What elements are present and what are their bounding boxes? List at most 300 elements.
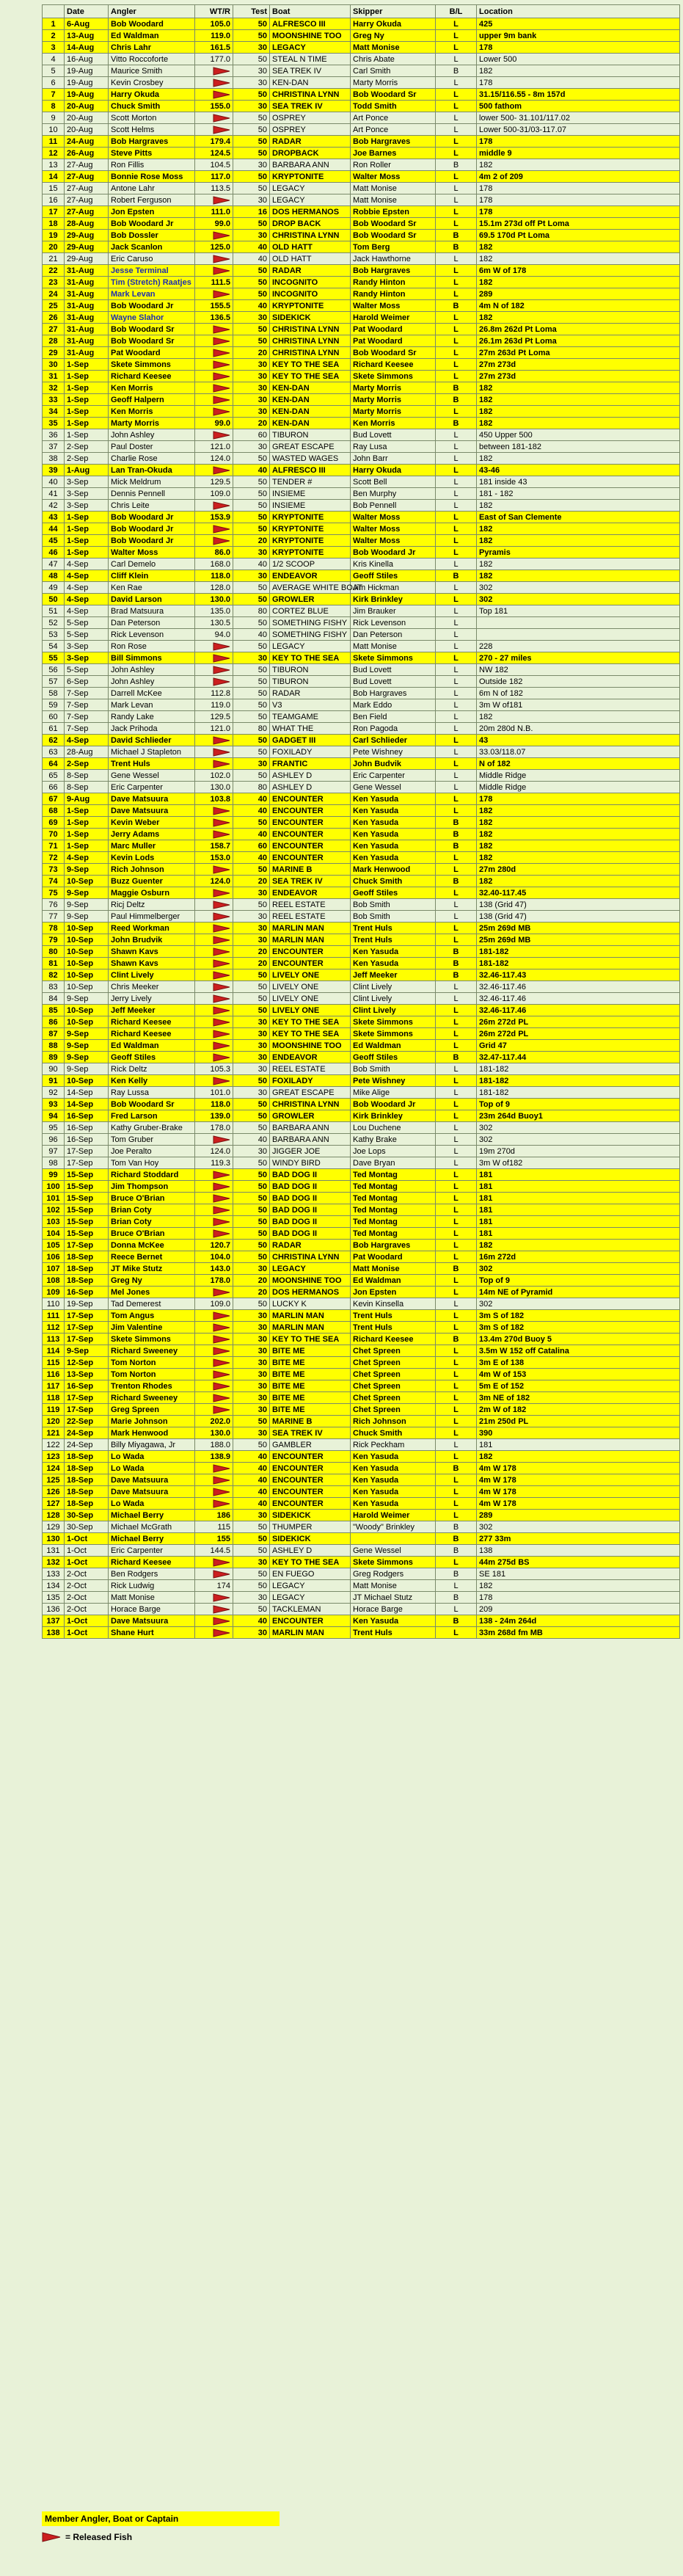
cell-date: 20-Aug bbox=[65, 124, 109, 136]
cell-test: 30 bbox=[233, 1404, 270, 1416]
table-row bbox=[43, 1416, 680, 1427]
table-row bbox=[43, 1028, 680, 1040]
cell-date: 9-Sep bbox=[65, 1040, 109, 1052]
flag-icon bbox=[213, 1570, 230, 1579]
cell-test: 30 bbox=[233, 312, 270, 324]
cell-test: 50 bbox=[233, 488, 270, 500]
cell-test: 50 bbox=[233, 1110, 270, 1122]
cell-skipper: Mark Eddo bbox=[351, 699, 436, 711]
cell-location: 182 bbox=[477, 570, 680, 582]
cell-date: 1-Oct bbox=[65, 1627, 109, 1639]
cell-boat: ENCOUNTER bbox=[270, 817, 351, 829]
cell-no: 102 bbox=[43, 1204, 65, 1216]
table-row bbox=[43, 676, 680, 688]
cell-angler: Bonnie Rose Moss bbox=[109, 171, 195, 183]
cell-weight: 101.0 bbox=[195, 1087, 233, 1099]
cell-bl: L bbox=[436, 324, 477, 335]
cell-location: 182 bbox=[477, 406, 680, 418]
cell-boat: MOONSHINE TOO bbox=[270, 30, 351, 42]
cell-angler: Tom Norton bbox=[109, 1369, 195, 1380]
cell-no: 95 bbox=[43, 1122, 65, 1134]
cell-location: 182 bbox=[477, 876, 680, 887]
cell-skipper: Ken Yasuda bbox=[351, 840, 436, 852]
released-flag-cell bbox=[195, 1228, 233, 1240]
flag-icon bbox=[213, 114, 230, 123]
released-flag-cell bbox=[195, 1357, 233, 1369]
cell-angler: Chris Leite bbox=[109, 500, 195, 512]
cell-boat: KEN-DAN bbox=[270, 418, 351, 429]
table-row bbox=[43, 735, 680, 746]
cell-date: 4-Sep bbox=[65, 559, 109, 570]
catch-table-sheet bbox=[42, 4, 683, 1639]
cell-location: 181 bbox=[477, 1169, 680, 1181]
cell-date: 1-Sep bbox=[65, 547, 109, 559]
cell-angler: Harry Okuda bbox=[109, 89, 195, 101]
cell-angler: Mark Levan bbox=[109, 699, 195, 711]
cell-boat: RADAR bbox=[270, 688, 351, 699]
cell-location: 26.8m 262d Pt Loma bbox=[477, 324, 680, 335]
cell-bl: L bbox=[436, 124, 477, 136]
cell-bl: L bbox=[436, 923, 477, 934]
flag-icon bbox=[213, 865, 230, 874]
table-row bbox=[43, 441, 680, 453]
cell-skipper: Marty Morris bbox=[351, 406, 436, 418]
cell-boat: CHRISTINA LYNN bbox=[270, 335, 351, 347]
cell-skipper: Ron Pagoda bbox=[351, 723, 436, 735]
cell-skipper: Carl Smith bbox=[351, 65, 436, 77]
cell-date: 10-Sep bbox=[65, 969, 109, 981]
cell-no: 92 bbox=[43, 1087, 65, 1099]
cell-boat: THUMPER bbox=[270, 1521, 351, 1533]
cell-angler: Jesse Terminal bbox=[109, 265, 195, 277]
cell-bl: L bbox=[436, 723, 477, 735]
cell-no: 119 bbox=[43, 1404, 65, 1416]
cell-skipper: Chet Spreen bbox=[351, 1357, 436, 1369]
cell-angler: Geoff Halpern bbox=[109, 394, 195, 406]
cell-test: 40 bbox=[233, 629, 270, 641]
table-row bbox=[43, 1380, 680, 1392]
cell-test: 30 bbox=[233, 1063, 270, 1075]
cell-no: 129 bbox=[43, 1521, 65, 1533]
cell-boat: ENCOUNTER bbox=[270, 1463, 351, 1474]
flag-icon bbox=[213, 748, 230, 757]
cell-bl: L bbox=[436, 1392, 477, 1404]
table-row bbox=[43, 1157, 680, 1169]
table-row bbox=[43, 1240, 680, 1251]
col-header-boat: Boat bbox=[270, 5, 351, 18]
cell-location: 181 bbox=[477, 1193, 680, 1204]
table-row bbox=[43, 570, 680, 582]
cell-boat: KEN-DAN bbox=[270, 406, 351, 418]
cell-skipper: Ken Yasuda bbox=[351, 1451, 436, 1463]
flag-icon bbox=[213, 1206, 230, 1215]
cell-date: 1-Sep bbox=[65, 418, 109, 429]
cell-bl: L bbox=[436, 899, 477, 911]
cell-angler: Reed Workman bbox=[109, 923, 195, 934]
cell-test: 30 bbox=[233, 1510, 270, 1521]
cell-test: 50 bbox=[233, 1604, 270, 1615]
cell-boat: GAMBLER bbox=[270, 1439, 351, 1451]
cell-no: 41 bbox=[43, 488, 65, 500]
cell-no: 130 bbox=[43, 1533, 65, 1545]
cell-skipper: Gene Wessel bbox=[351, 1545, 436, 1557]
cell-angler: Bob Woodard Sr bbox=[109, 335, 195, 347]
cell-angler: Greg Spreen bbox=[109, 1404, 195, 1416]
cell-no: 99 bbox=[43, 1169, 65, 1181]
cell-test: 30 bbox=[233, 441, 270, 453]
cell-boat: BITE ME bbox=[270, 1369, 351, 1380]
released-flag-cell bbox=[195, 394, 233, 406]
flag-icon bbox=[213, 947, 230, 956]
cell-boat: BAD DOG II bbox=[270, 1204, 351, 1216]
released-flag-cell bbox=[195, 1369, 233, 1380]
cell-bl: B bbox=[436, 1052, 477, 1063]
released-flag-cell bbox=[195, 1627, 233, 1639]
cell-angler: Bill Simmons bbox=[109, 652, 195, 664]
cell-date: 13-Sep bbox=[65, 1369, 109, 1380]
col-header-date: Date bbox=[65, 5, 109, 18]
cell-location: 182 bbox=[477, 535, 680, 547]
cell-weight: 135.0 bbox=[195, 605, 233, 617]
cell-boat: OLD HATT bbox=[270, 253, 351, 265]
cell-date: 6-Sep bbox=[65, 676, 109, 688]
table-row bbox=[43, 42, 680, 54]
cell-location: 4m N of 182 bbox=[477, 300, 680, 312]
cell-skipper: Todd Smith bbox=[351, 101, 436, 112]
cell-no: 45 bbox=[43, 535, 65, 547]
cell-no: 59 bbox=[43, 699, 65, 711]
cell-date: 15-Sep bbox=[65, 1204, 109, 1216]
table-row bbox=[43, 652, 680, 664]
cell-skipper: Bob Smith bbox=[351, 911, 436, 923]
cell-test: 20 bbox=[233, 535, 270, 547]
flag-icon bbox=[213, 1006, 230, 1015]
cell-boat: BITE ME bbox=[270, 1345, 351, 1357]
cell-no: 49 bbox=[43, 582, 65, 594]
cell-location: 181-182 bbox=[477, 1063, 680, 1075]
cell-boat: ENCOUNTER bbox=[270, 1486, 351, 1498]
table-row bbox=[43, 699, 680, 711]
cell-skipper: Ken Morris bbox=[351, 418, 436, 429]
table-row bbox=[43, 324, 680, 335]
table-row bbox=[43, 418, 680, 429]
cell-bl: B bbox=[436, 570, 477, 582]
cell-date: 2-Sep bbox=[65, 758, 109, 770]
cell-date: 16-Sep bbox=[65, 1380, 109, 1392]
cell-angler: Bob Dossler bbox=[109, 230, 195, 241]
cell-test: 50 bbox=[233, 1568, 270, 1580]
cell-no: 70 bbox=[43, 829, 65, 840]
cell-no: 77 bbox=[43, 911, 65, 923]
cell-test: 50 bbox=[233, 582, 270, 594]
cell-skipper: Ron Roller bbox=[351, 159, 436, 171]
cell-angler: Fred Larson bbox=[109, 1110, 195, 1122]
cell-location: 390 bbox=[477, 1427, 680, 1439]
released-flag-cell bbox=[195, 817, 233, 829]
cell-angler: Ricj Deltz bbox=[109, 899, 195, 911]
cell-bl: L bbox=[436, 1204, 477, 1216]
released-flag-cell bbox=[195, 89, 233, 101]
cell-location: 178 bbox=[477, 136, 680, 148]
cell-angler: Ken Kelly bbox=[109, 1075, 195, 1087]
cell-bl: B bbox=[436, 65, 477, 77]
cell-location: 182 bbox=[477, 1580, 680, 1592]
released-flag-cell bbox=[195, 958, 233, 969]
table-row bbox=[43, 136, 680, 148]
cell-angler: Horace Barge bbox=[109, 1604, 195, 1615]
cell-no: 98 bbox=[43, 1157, 65, 1169]
cell-skipper: Walter Moss bbox=[351, 512, 436, 523]
cell-boat: GADGET III bbox=[270, 735, 351, 746]
flag-icon bbox=[213, 1488, 230, 1496]
cell-boat: DOS HERMANOS bbox=[270, 206, 351, 218]
cell-boat: KEY TO THE SEA bbox=[270, 1334, 351, 1345]
cell-location: 181-182 bbox=[477, 958, 680, 969]
cell-location: 138 (Grid 47) bbox=[477, 911, 680, 923]
cell-location: between 181-182 bbox=[477, 441, 680, 453]
cell-test: 80 bbox=[233, 723, 270, 735]
cell-date: 1-Oct bbox=[65, 1557, 109, 1568]
table-row bbox=[43, 1134, 680, 1146]
cell-no: 117 bbox=[43, 1380, 65, 1392]
flag-icon bbox=[213, 1311, 230, 1320]
cell-test: 50 bbox=[233, 993, 270, 1005]
cell-location: 43 bbox=[477, 735, 680, 746]
cell-location: 138 bbox=[477, 1545, 680, 1557]
cell-location: 3.5m W 152 off Catalina bbox=[477, 1345, 680, 1357]
cell-boat: TENDER # bbox=[270, 476, 351, 488]
cell-location: 27m 273d bbox=[477, 371, 680, 382]
cell-angler: Billy Miyagawa, Jr bbox=[109, 1439, 195, 1451]
cell-boat: ENCOUNTER bbox=[270, 829, 351, 840]
flag-icon bbox=[213, 325, 230, 334]
released-flag-cell bbox=[195, 993, 233, 1005]
cell-skipper: Art Ponce bbox=[351, 112, 436, 124]
cell-test: 30 bbox=[233, 1016, 270, 1028]
table-row bbox=[43, 934, 680, 946]
cell-angler: Bob Woodard Jr bbox=[109, 535, 195, 547]
cell-boat: SOMETHING FISHY bbox=[270, 629, 351, 641]
cell-boat: LEGACY bbox=[270, 1592, 351, 1604]
cell-bl: L bbox=[436, 1322, 477, 1334]
cell-no: 93 bbox=[43, 1099, 65, 1110]
cell-date: 27-Aug bbox=[65, 206, 109, 218]
cell-skipper: Walter Moss bbox=[351, 535, 436, 547]
flag-icon bbox=[213, 431, 230, 440]
cell-location: lower 500- 31.101/117.02 bbox=[477, 112, 680, 124]
cell-boat: MOONSHINE TOO bbox=[270, 1040, 351, 1052]
cell-boat: DROPBACK bbox=[270, 148, 351, 159]
cell-date: 1-Sep bbox=[65, 429, 109, 441]
cell-test: 30 bbox=[233, 194, 270, 206]
cell-boat: JIGGER JOE bbox=[270, 1146, 351, 1157]
cell-date: 10-Sep bbox=[65, 946, 109, 958]
cell-angler: Dave Matsuura bbox=[109, 805, 195, 817]
cell-skipper: Skete Simmons bbox=[351, 652, 436, 664]
released-flag-cell bbox=[195, 1486, 233, 1498]
cell-bl: L bbox=[436, 1369, 477, 1380]
cell-test: 50 bbox=[233, 1416, 270, 1427]
cell-date: 4-Sep bbox=[65, 570, 109, 582]
cell-test: 50 bbox=[233, 899, 270, 911]
cell-date: 31-Aug bbox=[65, 324, 109, 335]
cell-skipper: Trent Huls bbox=[351, 1627, 436, 1639]
cell-skipper: Geoff Stiles bbox=[351, 570, 436, 582]
released-flag-cell bbox=[195, 77, 233, 89]
cell-location: 3m W of182 bbox=[477, 1157, 680, 1169]
cell-angler: Greg Ny bbox=[109, 1275, 195, 1287]
cell-bl: B bbox=[436, 1615, 477, 1627]
cell-location: 32.40-117.45 bbox=[477, 887, 680, 899]
cell-test: 30 bbox=[233, 652, 270, 664]
cell-boat: REEL ESTATE bbox=[270, 911, 351, 923]
released-flag-cell bbox=[195, 230, 233, 241]
cell-boat: LEGACY bbox=[270, 1263, 351, 1275]
cell-location: 2m W of 182 bbox=[477, 1404, 680, 1416]
cell-location: N of 182 bbox=[477, 758, 680, 770]
cell-location: 3m W of181 bbox=[477, 699, 680, 711]
cell-boat: GREAT ESCAPE bbox=[270, 441, 351, 453]
released-flag-cell bbox=[195, 1310, 233, 1322]
cell-bl: L bbox=[436, 1604, 477, 1615]
cell-location: 3m S of 182 bbox=[477, 1310, 680, 1322]
cell-date: 14-Sep bbox=[65, 1099, 109, 1110]
cell-no: 136 bbox=[43, 1604, 65, 1615]
cell-weight: 86.0 bbox=[195, 547, 233, 559]
cell-bl: L bbox=[436, 1193, 477, 1204]
cell-location: 181 bbox=[477, 1204, 680, 1216]
cell-boat: INCOGNITO bbox=[270, 277, 351, 288]
cell-test: 80 bbox=[233, 782, 270, 793]
cell-bl: L bbox=[436, 1486, 477, 1498]
cell-boat: KRYPTONITE bbox=[270, 512, 351, 523]
cell-angler: Michael Berry bbox=[109, 1510, 195, 1521]
cell-angler: Jeff Meeker bbox=[109, 1005, 195, 1016]
cell-angler: Bob Woodard Jr bbox=[109, 512, 195, 523]
cell-no: 134 bbox=[43, 1580, 65, 1592]
cell-angler: Richard Sweeney bbox=[109, 1392, 195, 1404]
cell-skipper: Lou Duchene bbox=[351, 1122, 436, 1134]
released-flag-cell bbox=[195, 1463, 233, 1474]
cell-location: 25m 269d MB bbox=[477, 934, 680, 946]
cell-date: 9-Sep bbox=[65, 899, 109, 911]
cell-boat: MOONSHINE TOO bbox=[270, 1275, 351, 1287]
cell-boat: KEY TO THE SEA bbox=[270, 1557, 351, 1568]
table-row bbox=[43, 1204, 680, 1216]
cell-location: 181 bbox=[477, 1181, 680, 1193]
cell-boat: WASTED WAGES bbox=[270, 453, 351, 465]
cell-skipper: Skete Simmons bbox=[351, 1016, 436, 1028]
released-flag-cell bbox=[195, 899, 233, 911]
cell-weight: 113.5 bbox=[195, 183, 233, 194]
cell-skipper: Chet Spreen bbox=[351, 1369, 436, 1380]
cell-bl: L bbox=[436, 1005, 477, 1016]
cell-bl: L bbox=[436, 171, 477, 183]
cell-bl: L bbox=[436, 805, 477, 817]
flag-icon bbox=[213, 994, 230, 1003]
cell-weight: 153.9 bbox=[195, 512, 233, 523]
cell-boat: BARBARA ANN bbox=[270, 159, 351, 171]
cell-bl: L bbox=[436, 1298, 477, 1310]
cell-date: 3-Sep bbox=[65, 641, 109, 652]
cell-bl: L bbox=[436, 1275, 477, 1287]
cell-boat: KRYPTONITE bbox=[270, 547, 351, 559]
cell-bl: B bbox=[436, 1334, 477, 1345]
cell-no: 75 bbox=[43, 887, 65, 899]
cell-bl: L bbox=[436, 1439, 477, 1451]
cell-test: 50 bbox=[233, 136, 270, 148]
cell-test: 30 bbox=[233, 77, 270, 89]
flag-icon bbox=[213, 349, 230, 357]
cell-boat: ENDEAVOR bbox=[270, 570, 351, 582]
cell-skipper: Marty Morris bbox=[351, 77, 436, 89]
cell-boat: CHRISTINA LYNN bbox=[270, 1099, 351, 1110]
released-flag-cell bbox=[195, 805, 233, 817]
cell-no: 54 bbox=[43, 641, 65, 652]
cell-test: 50 bbox=[233, 288, 270, 300]
cell-skipper: Carl Schlieder bbox=[351, 735, 436, 746]
released-flag-cell bbox=[195, 934, 233, 946]
cell-date: 2-Sep bbox=[65, 441, 109, 453]
cell-test: 50 bbox=[233, 770, 270, 782]
cell-angler: Richard Stoddard bbox=[109, 1169, 195, 1181]
table-row bbox=[43, 512, 680, 523]
table-row bbox=[43, 1392, 680, 1404]
cell-location: 182 bbox=[477, 1240, 680, 1251]
cell-boat: ENCOUNTER bbox=[270, 946, 351, 958]
cell-test: 50 bbox=[233, 594, 270, 605]
cell-location: 16m 272d bbox=[477, 1251, 680, 1263]
table-row bbox=[43, 1427, 680, 1439]
released-flag-cell bbox=[195, 829, 233, 840]
cell-boat: BAD DOG II bbox=[270, 1193, 351, 1204]
flag-icon bbox=[213, 1018, 230, 1027]
cell-angler: Paul Doster bbox=[109, 441, 195, 453]
cell-location: 181 bbox=[477, 1216, 680, 1228]
cell-no: 97 bbox=[43, 1146, 65, 1157]
cell-date: 18-Sep bbox=[65, 1275, 109, 1287]
cell-boat: LEGACY bbox=[270, 42, 351, 54]
cell-no: 9 bbox=[43, 112, 65, 124]
cell-bl: L bbox=[436, 1134, 477, 1146]
cell-boat: DOS HERMANOS bbox=[270, 1287, 351, 1298]
cell-bl: L bbox=[436, 77, 477, 89]
flag-icon bbox=[213, 1382, 230, 1391]
table-row bbox=[43, 18, 680, 30]
cell-skipper: Ken Yasuda bbox=[351, 1615, 436, 1627]
cell-date: 16-Sep bbox=[65, 1110, 109, 1122]
cell-no: 96 bbox=[43, 1134, 65, 1146]
cell-no: 28 bbox=[43, 335, 65, 347]
cell-weight: 136.5 bbox=[195, 312, 233, 324]
cell-no: 110 bbox=[43, 1298, 65, 1310]
cell-no: 6 bbox=[43, 77, 65, 89]
cell-location: 182 bbox=[477, 840, 680, 852]
cell-no: 118 bbox=[43, 1392, 65, 1404]
table-row bbox=[43, 605, 680, 617]
cell-test: 50 bbox=[233, 688, 270, 699]
cell-location: 3m NE of 182 bbox=[477, 1392, 680, 1404]
table-row bbox=[43, 277, 680, 288]
cell-skipper: Jim Brauker bbox=[351, 605, 436, 617]
cell-test: 50 bbox=[233, 1193, 270, 1204]
cell-angler: Darrell McKee bbox=[109, 688, 195, 699]
flag-icon bbox=[213, 255, 230, 263]
cell-angler: Kathy Gruber-Brake bbox=[109, 1122, 195, 1134]
cell-boat: LEGACY bbox=[270, 194, 351, 206]
cell-date: 31-Aug bbox=[65, 347, 109, 359]
cell-date: 24-Aug bbox=[65, 136, 109, 148]
